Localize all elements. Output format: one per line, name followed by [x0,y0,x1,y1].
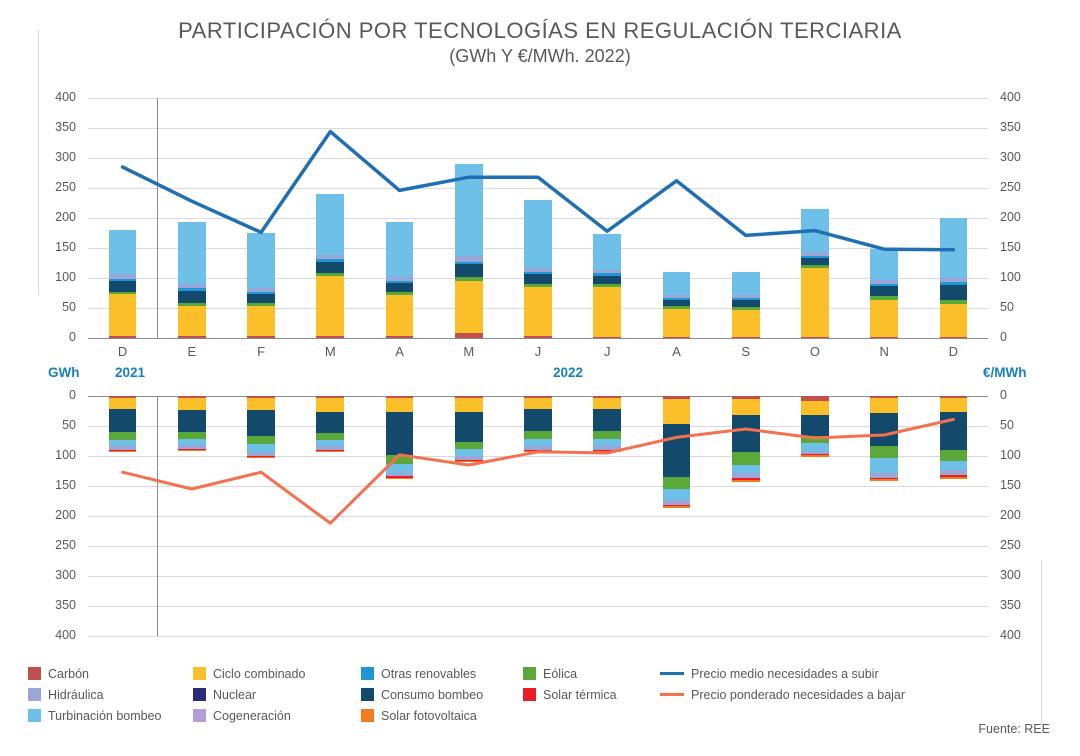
chart-title-block [0,18,1080,67]
legend-column-3 [361,663,521,726]
legend-label: Precio ponderado necesidades a bajar [691,687,906,702]
legend-item-cogeneración[interactable] [193,705,343,726]
y-axis-tick-right: 200 [1000,210,1021,224]
legend-column-4 [523,663,663,705]
legend-item-ciclo-combinado[interactable] [193,663,343,684]
x-axis-label-12: D [948,344,959,359]
y-axis-tick-right: 250 [1000,538,1021,552]
y-axis-tick-left: 250 [55,538,76,552]
line-series-precio-ponderado-necesidades-a-bajar [88,396,988,636]
legend-color-icon [193,688,206,701]
y-axis-tick-right: 100 [1000,270,1021,284]
x-axis-label-10: O [809,344,820,359]
x-axis-label-8: A [672,344,681,359]
y-axis-tick-left: 200 [55,210,76,224]
x-axis-label-11: N [879,344,889,359]
legend-color-icon [361,667,374,680]
y-axis-tick-left: 150 [55,478,76,492]
legend-item-otras-renovables[interactable] [361,663,521,684]
y-axis-tick-right: 200 [1000,508,1021,522]
legend-item-solar-térmica[interactable] [523,684,663,705]
year-label-2022: 2022 [553,365,584,380]
legend-label: Turbinación bombeo [48,708,162,723]
legend-color-icon [28,709,41,722]
y-axis-tick-left: 100 [55,270,76,284]
y-axis-tick-left: 250 [55,180,76,194]
x-axis-label-4: A [395,344,404,359]
year-label-2021: 2021 [115,365,146,380]
line-series-precio-medio-necesidades-a-subir [88,98,988,338]
y-axis-tick-right: 400 [1000,90,1021,104]
legend-item-eólica[interactable] [523,663,663,684]
y-axis-tick-left: 50 [62,300,76,314]
x-axis-label-9: S [741,344,751,359]
legend-item-nuclear[interactable] [193,684,343,705]
y-axis-tick-left: 400 [55,628,76,642]
chart-necesidades-bajar [0,390,1080,640]
plot-area-bottom [55,388,1021,642]
y-axis-tick-right: 400 [1000,628,1021,642]
legend-color-icon [361,709,374,722]
x-axis-label-1: E [187,344,197,359]
x-axis-label-0: D [117,344,128,359]
legend-column-2 [193,663,343,726]
y-axis-tick-left: 200 [55,508,76,522]
x-axis-label-6: J [534,344,542,359]
gridline [88,338,988,339]
legend-label: Ciclo combinado [213,666,306,681]
y-axis-tick-left: 100 [55,448,76,462]
x-axis-label-2: F [257,344,266,359]
legend-item-consumo-bombeo[interactable] [361,684,521,705]
y-axis-tick-right: 0 [1000,330,1007,344]
legend-item-hidráulica[interactable] [28,684,178,705]
legend-color-icon [193,667,206,680]
legend-label: Hidráulica [48,687,104,702]
legend-label: Precio medio necesidades a subir [691,666,879,681]
x-axis-label-3: M [324,344,336,359]
y-axis-tick-right: 150 [1000,478,1021,492]
y-axis-tick-right: 300 [1000,568,1021,582]
y-axis-tick-right: 350 [1000,598,1021,612]
y-axis-tick-left: 350 [55,120,76,134]
legend-item-solar-fotovoltaica[interactable] [361,705,521,726]
legend-item-precio-ponderado-necesidades-a-bajar[interactable] [660,684,990,705]
legend-label: Solar fotovoltaica [381,708,477,723]
legend-label: Carbón [48,666,89,681]
legend-color-icon [193,709,206,722]
legend-label: Eólica [543,666,578,681]
legend-label: Consumo bombeo [381,687,484,702]
y-axis-tick-left: 150 [55,240,76,254]
y-axis-tick-left: 300 [55,568,76,582]
y-axis-tick-left: 0 [69,388,76,402]
legend-column-5 [660,663,990,705]
legend-label: Solar térmica [543,687,617,702]
source-note: Fuente: REE [978,722,1050,736]
legend-line-icon [660,693,684,696]
gridline [88,636,988,637]
y-axis-tick-left: 0 [69,330,76,344]
legend-color-icon [523,688,536,701]
legend-color-icon [523,667,536,680]
page-subtitle: (GWh Y €/MWh. 2022) [449,46,631,66]
y-axis-tick-right: 100 [1000,448,1021,462]
chart-necesidades-subir [0,90,1080,360]
y-axis-tick-right: 350 [1000,120,1021,134]
legend-label: Otras renovables [381,666,477,681]
legend-color-icon [361,688,374,701]
y-axis-tick-right: 150 [1000,240,1021,254]
plot-area-top [55,90,1021,359]
x-axis-label-7: J [603,344,611,359]
right-unit-label: €/MWh [983,365,1027,380]
y-axis-tick-right: 300 [1000,150,1021,164]
y-axis-tick-right: 50 [1000,418,1014,432]
y-axis-tick-left: 50 [62,418,76,432]
y-axis-tick-left: 400 [55,90,76,104]
legend-line-icon [660,672,684,675]
y-axis-tick-left: 350 [55,598,76,612]
legend-item-precio-medio-necesidades-a-subir[interactable] [660,663,990,684]
page-title: PARTICIPACIÓN POR TECNOLOGÍAS EN REGULACIÓN TERCIARIA [178,18,902,43]
y-axis-tick-right: 250 [1000,180,1021,194]
legend-color-icon [28,667,41,680]
legend-label: Cogeneración [213,708,291,723]
legend-item-carbón[interactable] [28,663,178,684]
y-axis-tick-left: 300 [55,150,76,164]
y-axis-tick-right: 50 [1000,300,1014,314]
x-axis-label-5: M [463,344,475,359]
legend-column-1 [28,663,178,726]
left-unit-label: GWh [48,365,80,380]
legend-label: Nuclear [213,687,257,702]
y-axis-tick-right: 0 [1000,388,1007,402]
legend-item-turbinación-bombeo[interactable] [28,705,178,726]
legend-color-icon [28,688,41,701]
